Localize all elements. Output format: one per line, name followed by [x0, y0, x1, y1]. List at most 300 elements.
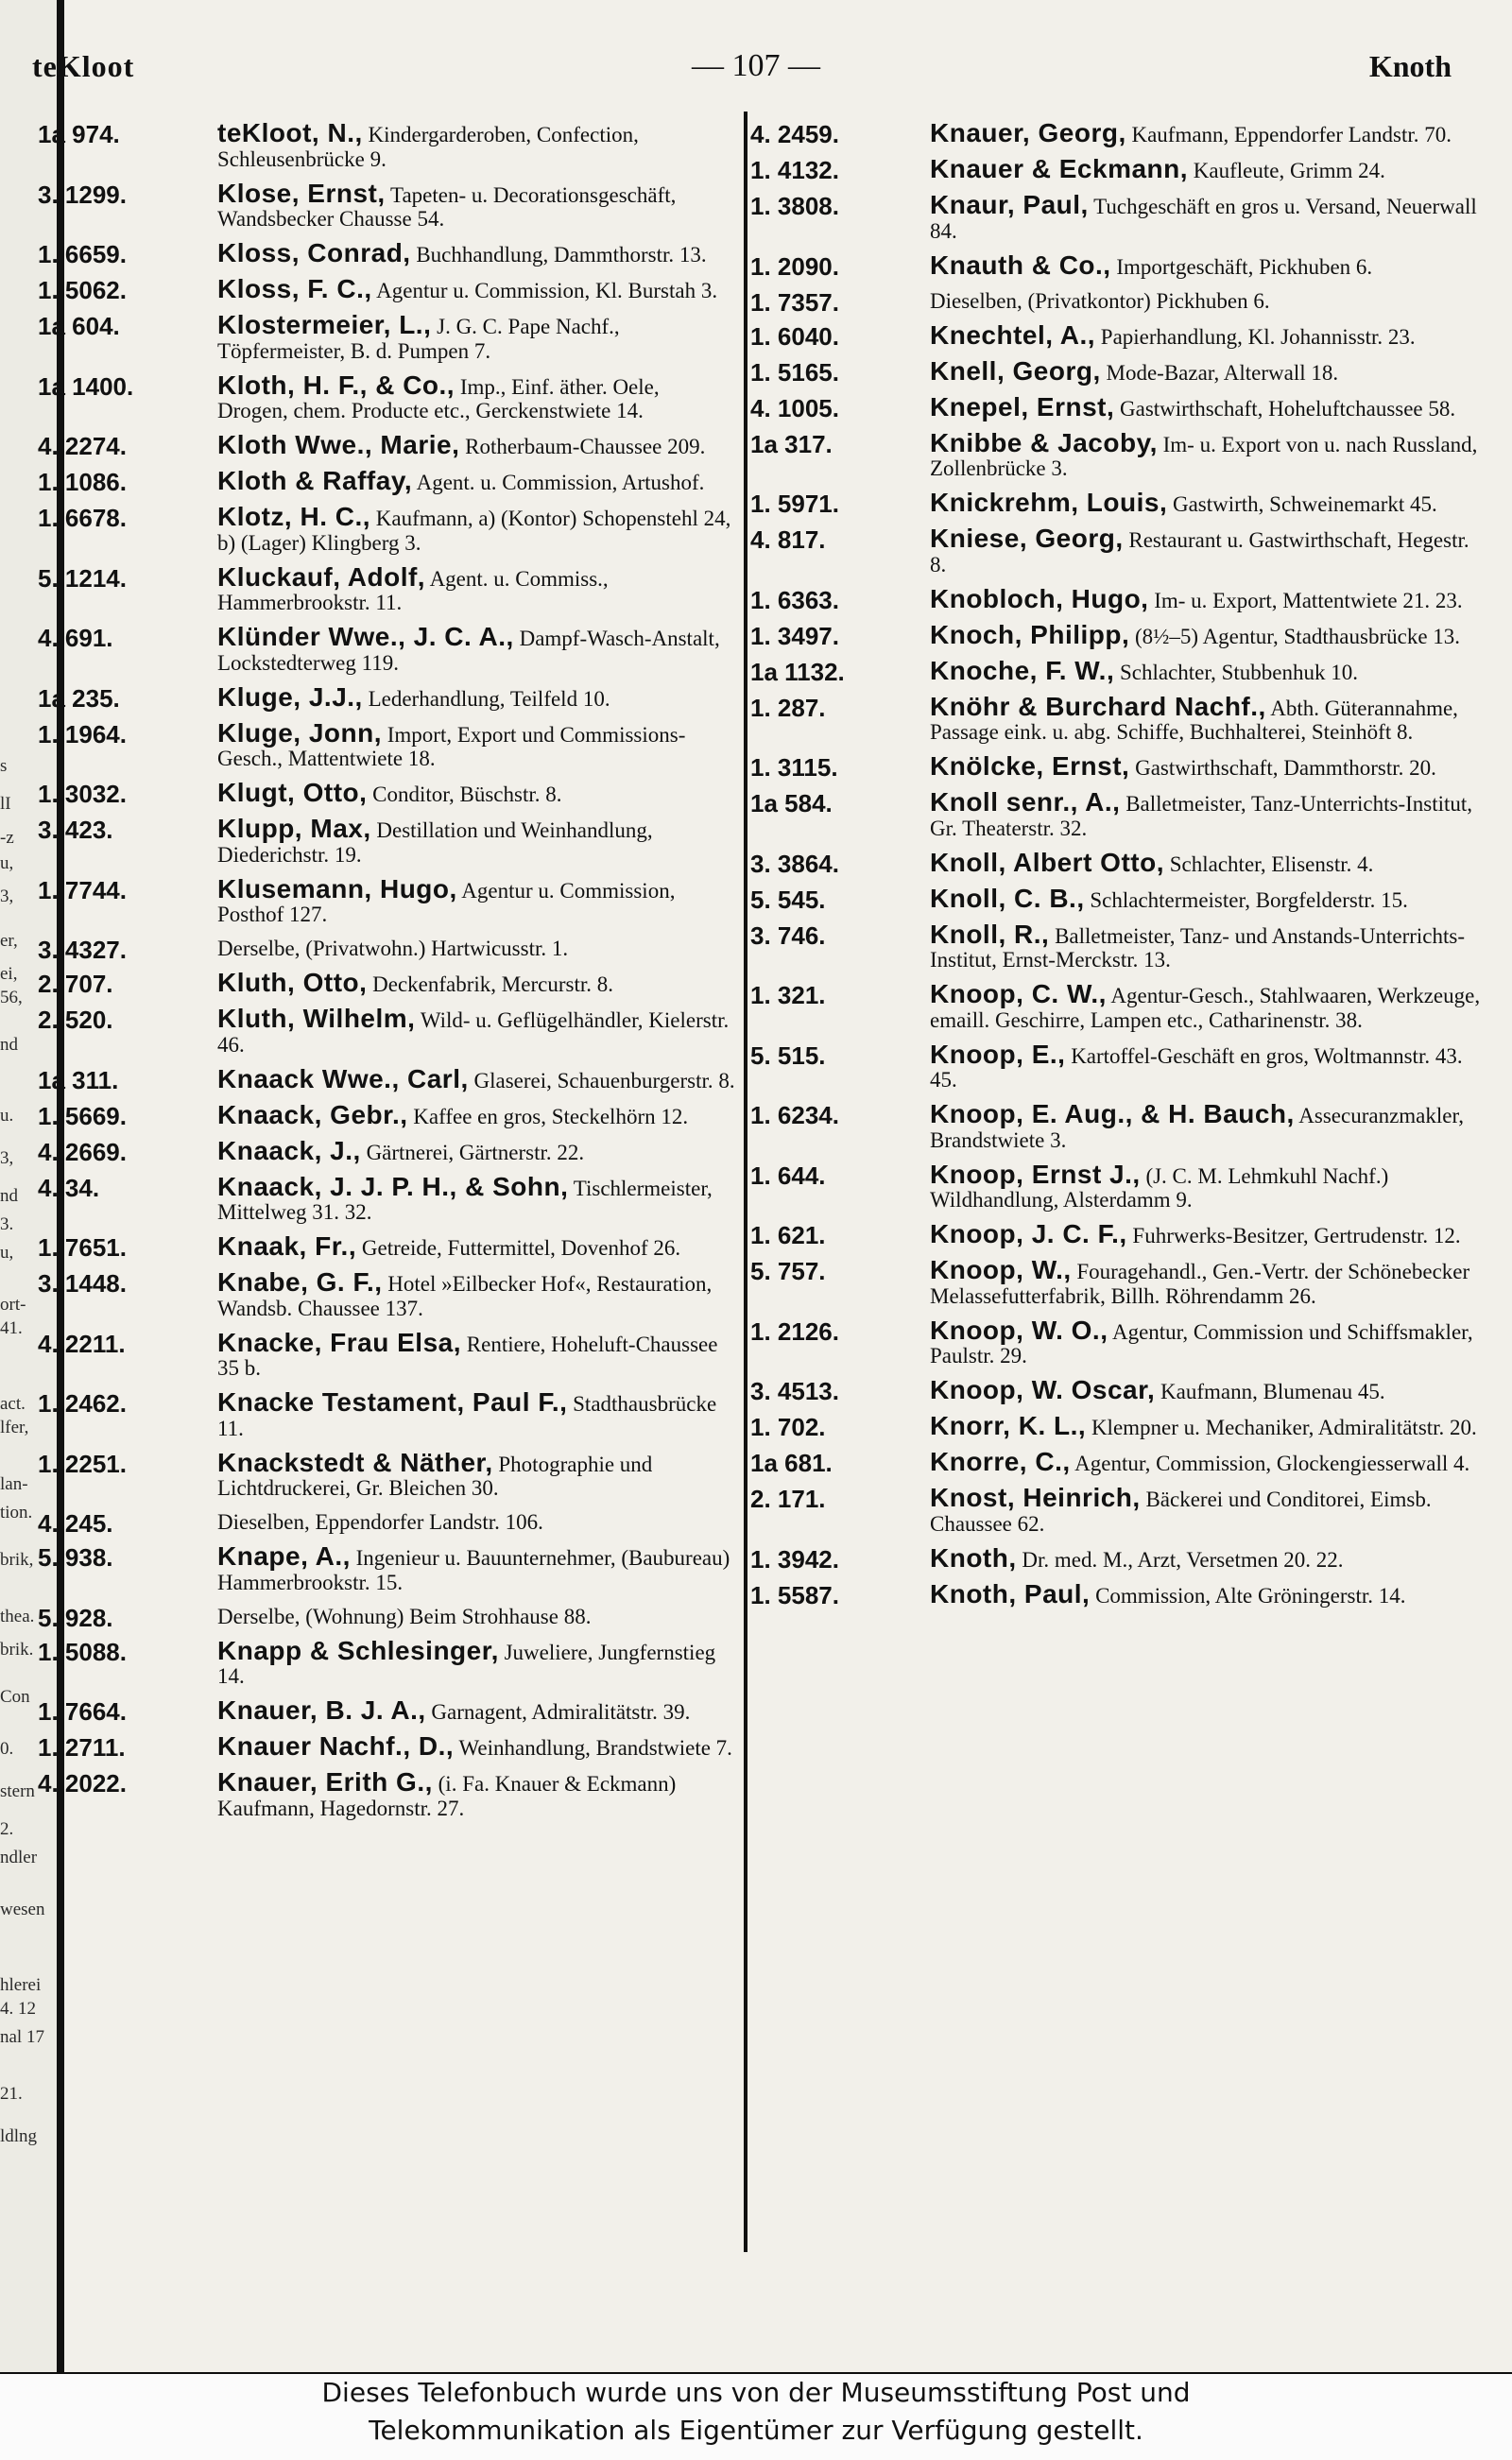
bleed-fragment: act. — [0, 1394, 26, 1414]
entry-description: Bäckerei und Conditorei, Eimsb. Chaussee 62. — [930, 1488, 1432, 1536]
entry-name: Knoche, F. W., — [930, 655, 1115, 685]
entry-name: Knauth & Co., — [930, 249, 1111, 280]
bleed-fragment: hlerei — [0, 1975, 42, 1995]
entry-number: 1. 1086. — [38, 468, 127, 496]
entry-number: 1a 311. — [38, 1065, 119, 1094]
entry-name: Kluckauf, Adolf, — [217, 561, 426, 592]
directory-entry — [38, 310, 735, 363]
entry-description: Gastwirthschaft, Hoheluftchaussee 58. — [1120, 396, 1456, 421]
directory-entry — [38, 778, 735, 808]
entry-name: Knaak, Fr., — [217, 1231, 357, 1261]
bleed-fragment: er, — [0, 931, 18, 951]
bleed-fragment: nd — [0, 1186, 18, 1206]
entry-description: Kaufleute, Grimm 24. — [1193, 159, 1385, 182]
directory-entry — [38, 1603, 735, 1632]
entry-name: Kloth Wwe., Marie, — [217, 430, 460, 459]
bleed-fragment: thea. — [0, 1607, 35, 1626]
entry-name: Knaur, Paul, — [930, 190, 1089, 219]
entry-name: Knaack, J. J. P. H., & Sohn, — [217, 1171, 569, 1201]
entry-number: 1a 604. — [38, 312, 120, 340]
entry-name: Knoop, W. Oscar, — [930, 1375, 1156, 1404]
directory-entry — [38, 561, 735, 615]
entry-description: Restaurant u. Gastwirthschaft, Hegestr. 8. — [930, 528, 1469, 576]
directory-entry — [38, 238, 735, 268]
directory-entry — [750, 655, 1486, 686]
entry-name: Knorr, K. L., — [930, 1411, 1087, 1440]
entry-description: Weinhandlung, Brandstwiete 7. — [458, 1736, 732, 1760]
entry-number: 1. 3497. — [750, 621, 839, 650]
entry-description: Agentur-Gesch., Stahlwaaren, Werkzeuge, emaill. Geschirre, Lampen etc., Catharinenstr. 38. — [930, 984, 1481, 1032]
bleed-fragment: u. — [0, 1106, 14, 1126]
entry-description: Klempner u. Mechaniker, Admiralitätstr. 20. — [1091, 1416, 1477, 1439]
bleed-fragment: lI — [0, 794, 11, 814]
entry-name: Knoop, W., — [930, 1255, 1072, 1284]
entry-name: Knapp & Schlesinger, — [217, 1635, 499, 1665]
entry-description: Abth. Güterannahme, Passage eink. u. abg. Schiffe, Buchhalterei, Steinhöft 8. — [930, 696, 1458, 744]
entry-number: 2. 520. — [38, 1006, 113, 1034]
directory-entry — [750, 287, 1486, 317]
bleed-fragment: ndler — [0, 1848, 38, 1867]
directory-entry — [750, 319, 1486, 351]
entry-number: 4. 2022. — [38, 1769, 127, 1798]
entry-description: Agentur, Commission, Glockengiesserwall 4. — [1074, 1452, 1470, 1475]
entry-number: 1. 702. — [750, 1413, 826, 1441]
entry-description: Importgeschäft, Pickhuben 6. — [1116, 254, 1373, 279]
directory-entry — [38, 1541, 735, 1594]
entry-description: Import, Export und Commissions-Gesch., Mattentwiete 18. — [217, 722, 686, 770]
entry-description: Hotel »Eilbecker Hof«, Restauration, Wandsb. Chaussee 137. — [217, 1272, 713, 1320]
entry-description: Juweliere, Jungfernstieg 14. — [217, 1640, 716, 1688]
directory-entry — [750, 883, 1486, 914]
entry-number: 1. 7651. — [38, 1233, 127, 1262]
directory-entry — [750, 391, 1486, 422]
entry-description: Tapeten- u. Decorationsgeschäft, Wandsbecker Chausse 54. — [217, 182, 677, 231]
bleed-fragment: brik. — [0, 1640, 34, 1660]
entry-number: 1. 287. — [750, 693, 826, 722]
entry-number: 1. 5669. — [38, 1101, 127, 1130]
entry-name: Knoop, C. W., — [930, 979, 1107, 1008]
entry-number: 4. 2669. — [38, 1137, 127, 1166]
entry-number: 2. 707. — [38, 970, 113, 998]
entry-description: Derselbe, (Privatwohn.) Hartwicusstr. 1. — [217, 937, 569, 960]
bleed-fragment: nd — [0, 1035, 18, 1055]
entry-number: 2. 171. — [750, 1485, 826, 1513]
entry-name: Knauer, Georg, — [930, 118, 1126, 147]
entry-name: Knabe, G. F., — [217, 1267, 383, 1297]
attribution-banner — [0, 2374, 1512, 2460]
entry-number: 1. 5165. — [750, 357, 839, 387]
entry-number: 4. 34. — [38, 1173, 100, 1202]
entry-description: Schlachter, Stubbenhuk 10. — [1119, 660, 1359, 684]
entry-number: 4. 1005. — [750, 393, 839, 422]
entry-name: Kluge, J.J., — [217, 681, 363, 712]
entry-number: 4. 245. — [38, 1509, 113, 1538]
entry-name: Kluth, Otto, — [217, 968, 368, 997]
entry-description: Gastwirthschaft, Dammthorstr. 20. — [1135, 756, 1436, 780]
entry-description: Commission, Alte Gröningerstr. 14. — [1095, 1583, 1406, 1608]
bleed-fragment: 2. — [0, 1819, 14, 1839]
directory-entry — [38, 466, 735, 496]
bleed-fragment: lfer, — [0, 1418, 29, 1437]
entry-name: Knoll senr., A., — [930, 787, 1121, 817]
entry-name: Klotz, H. C., — [217, 502, 371, 531]
entry-name: Knoth, Paul, — [930, 1578, 1091, 1608]
entry-name: Klostermeier, L., — [217, 310, 432, 339]
directory-entry — [38, 1231, 735, 1262]
entry-number: 1a 974. — [38, 120, 120, 148]
entry-description: Lederhandlung, Teilfeld 10. — [368, 686, 610, 711]
entry-name: Knoop, E. Aug., & H. Bauch, — [930, 1099, 1295, 1128]
entry-description: J. G. C. Pape Nachf., Töpfermeister, B. d. Pumpen 7. — [217, 315, 620, 363]
directory-entry — [38, 370, 735, 423]
entry-number: 1. 321. — [750, 981, 826, 1009]
entry-number: 1. 1964. — [38, 719, 127, 748]
bleed-fragment: ort- — [0, 1295, 26, 1315]
entry-name: Knobloch, Hugo, — [930, 583, 1149, 613]
entry-name: Knell, Georg, — [930, 355, 1101, 386]
directory-entry — [38, 1006, 735, 1057]
entry-name: Kluge, Jonn, — [217, 717, 382, 748]
directory-entry — [38, 118, 735, 171]
directory-entry — [750, 190, 1486, 243]
entry-description: Tischlermeister, Mittelweg 31. 32. — [217, 1176, 713, 1224]
entry-description: Kaufmann, a) (Kontor) Schopenstehl 24, b) (Lager) Klingberg 3. — [217, 507, 731, 555]
entry-description: Dampf-Wasch-Anstalt, Lockstedterweg 119. — [217, 627, 720, 675]
entry-name: Kloth & Raffay, — [217, 466, 413, 495]
entry-description: Glaserei, Schauenburgerstr. 8. — [473, 1068, 735, 1092]
entry-number: 1a 584. — [750, 789, 833, 817]
directory-entry — [750, 1219, 1486, 1249]
directory-entry — [750, 691, 1486, 745]
entry-number: 1. 6678. — [38, 504, 127, 532]
directory-entry — [38, 178, 735, 232]
entry-description: Gärtnerei, Gärtnerstr. 22. — [366, 1140, 585, 1164]
entry-description: Agentur, Commission und Schiffsmakler, Paulstr. 29. — [930, 1319, 1473, 1368]
entry-number: 4. 817. — [750, 525, 826, 554]
directory-entry — [750, 1578, 1486, 1609]
entry-number: 1. 6363. — [750, 585, 839, 614]
entry-description: Deckenfabrik, Mercurstr. 8. — [372, 972, 613, 996]
directory-entry — [38, 1509, 735, 1538]
entry-number: 5. 928. — [38, 1603, 113, 1632]
directory-entry — [38, 430, 735, 460]
entry-number: 1a 1400. — [38, 371, 134, 401]
entry-name: Klünder Wwe., J. C. A., — [217, 622, 514, 651]
entry-description: Agentur u. Commission, Kl. Burstah 3. — [376, 279, 718, 302]
directory-entry — [750, 751, 1486, 782]
entry-name: teKloot, N., — [217, 118, 363, 147]
entry-description: Dieselben, Eppendorfer Landstr. 106. — [217, 1510, 543, 1534]
entry-description: Wild- u. Geflügelhändler, Kielerstr. 46. — [217, 1008, 730, 1057]
directory-entry — [38, 681, 735, 713]
directory-entry — [750, 1447, 1486, 1477]
directory-entry — [38, 622, 735, 675]
entry-name: Knoop, Ernst J., — [930, 1159, 1141, 1189]
attribution-line-1: Dieses Telefonbuch wurde uns von der Museumsstiftung Post und — [321, 2377, 1191, 2408]
bleed-fragment: tion. — [0, 1503, 33, 1522]
entry-description: Kaufmann, Blumenau 45. — [1160, 1380, 1385, 1403]
right-column — [750, 118, 1486, 1618]
entry-description: Fuhrwerks-Besitzer, Gertrudenstr. 12. — [1132, 1224, 1461, 1247]
directory-entry — [750, 1411, 1486, 1441]
entry-description: Im- u. Export von u. nach Russland, Zollenbrücke 3. — [930, 432, 1478, 480]
entry-number: 1. 2462. — [38, 1389, 127, 1418]
directory-entry — [38, 968, 735, 998]
entry-description: Garnagent, Admiralitätstr. 39. — [431, 1700, 691, 1724]
directory-entry — [38, 717, 735, 771]
entry-number: 1. 7357. — [750, 287, 839, 317]
entry-name: Kloth, H. F., & Co., — [217, 370, 455, 400]
entry-number: 1. 3032. — [38, 780, 127, 808]
directory-entry — [38, 502, 735, 555]
entry-number: 1. 2126. — [750, 1316, 839, 1346]
entry-name: Knackstedt & Näther, — [217, 1447, 493, 1477]
entry-number: 1. 2090. — [750, 251, 839, 281]
directory-entry — [750, 249, 1486, 281]
entry-description: Rentiere, Hoheluft-Chaussee 35 b. — [217, 1332, 718, 1380]
entry-description: Buchhandlung, Dammthorstr. 13. — [416, 243, 707, 267]
entry-name: Kloss, Conrad, — [217, 238, 411, 267]
entry-name: Klugt, Otto, — [217, 778, 368, 807]
directory-entry — [750, 979, 1486, 1032]
entry-number: 3. 1448. — [38, 1269, 127, 1298]
running-head-right: Knoth — [1368, 49, 1452, 83]
entry-number: 1. 5587. — [750, 1580, 839, 1609]
directory-entry — [750, 1099, 1486, 1152]
entry-description: Mode-Bazar, Alterwall 18. — [1106, 360, 1339, 385]
entry-name: Knaack, Gebr., — [217, 1099, 408, 1129]
bleed-fragment: 3. — [0, 1214, 14, 1234]
bleed-fragment: s — [0, 756, 8, 776]
directory-entry — [750, 1315, 1486, 1368]
entry-name: Knölcke, Ernst, — [930, 751, 1130, 781]
entry-name: Knoll, Albert Otto, — [930, 847, 1164, 877]
directory-entry — [750, 490, 1486, 517]
entry-name: Knoch, Philipp, — [930, 619, 1130, 649]
entry-number: 1. 3942. — [750, 1544, 839, 1574]
entry-description: Assecuranzmakler, Brandstwiete 3. — [930, 1104, 1464, 1152]
entry-number: 3. 4513. — [750, 1377, 839, 1405]
directory-entry — [750, 847, 1486, 878]
entry-description: Derselbe, (Wohnung) Beim Strohhause 88. — [217, 1604, 592, 1628]
entry-number: 4. 2459. — [750, 120, 839, 148]
entry-description: Tuchgeschäft en gros u. Versand, Neuerwall 84. — [930, 195, 1477, 243]
bleed-fragment: -z — [0, 828, 14, 848]
entry-name: Knoop, J. C. F., — [930, 1219, 1127, 1248]
entry-number: 1a 235. — [38, 683, 120, 713]
entry-description: Schlachter, Elisenstr. 4. — [1169, 852, 1374, 876]
entry-name: Knickrehm, Louis, — [930, 488, 1168, 517]
entry-description: Kaffee en gros, Steckelhörn 12. — [413, 1104, 689, 1128]
entry-number: 3. 746. — [750, 920, 826, 950]
directory-entry — [38, 1267, 735, 1320]
column-divider — [744, 112, 747, 2252]
entry-name: Knost, Heinrich, — [930, 1483, 1141, 1512]
entry-number: 1. 7744. — [38, 875, 127, 904]
directory-entry — [38, 1731, 735, 1762]
entry-description: Conditor, Büschstr. 8. — [372, 783, 562, 806]
entry-name: Klupp, Max, — [217, 814, 371, 843]
left-column — [38, 118, 735, 1831]
bleed-fragment: brik, — [0, 1550, 34, 1570]
entry-name: Kluth, Wilhelm, — [217, 1004, 416, 1033]
entry-name: Knauer Nachf., D., — [217, 1731, 455, 1761]
bleed-fragment: stern — [0, 1781, 35, 1801]
entry-number: 5. 938. — [38, 1543, 113, 1572]
entry-description: Stadthausbrücke 11. — [217, 1392, 717, 1440]
entry-description: Imp., Einf. äther. Oele, Drogen, chem. Producte etc., Gerckenstwiete 14. — [217, 374, 660, 422]
bleed-fragment: wesen — [0, 1900, 45, 1919]
entry-number: 4. 2211. — [38, 1329, 126, 1358]
directory-entry — [750, 1542, 1486, 1574]
entry-name: Knoop, E., — [930, 1039, 1066, 1069]
entry-description: Rotherbaum-Chaussee 209. — [465, 435, 706, 458]
entry-name: Knepel, Ernst, — [930, 391, 1115, 421]
entry-number: 1. 5062. — [38, 276, 127, 304]
entry-number: 5. 545. — [750, 885, 826, 914]
directory-entry — [750, 619, 1486, 650]
entry-number: 1. 7664. — [38, 1697, 127, 1726]
entry-description: Kartoffel-Geschäft en gros, Woltmannstr. 43. 45. — [930, 1043, 1463, 1092]
entry-number: 1. 6659. — [38, 240, 127, 268]
entry-name: Kloss, F. C., — [217, 274, 372, 303]
bleed-fragment: 0. — [0, 1739, 14, 1759]
entry-description: Destillation und Weinhandlung, Diederichstr. 19. — [217, 818, 653, 867]
directory-entry — [38, 1767, 735, 1820]
entry-description: Kindergarderoben, Confection, Schleusenbrücke 9. — [217, 123, 639, 171]
entry-number: 5. 515. — [750, 1041, 826, 1070]
entry-name: Knauer & Eckmann, — [930, 154, 1189, 183]
entry-number: 1. 621. — [750, 1221, 826, 1249]
directory-entry — [38, 814, 735, 867]
entry-number: 1. 3115. — [750, 753, 838, 782]
entry-number: 3. 4327. — [38, 936, 127, 964]
bleed-fragment: ldlng — [0, 2126, 38, 2146]
entry-number: 1. 5088. — [38, 1637, 127, 1666]
directory-entry — [38, 936, 735, 964]
entry-number: 1. 6040. — [750, 321, 839, 351]
entry-number: 5. 1214. — [38, 563, 127, 593]
directory-entry — [750, 154, 1486, 184]
entry-number: 3. 3864. — [750, 849, 839, 878]
entry-description: (8½–5) Agentur, Stadthausbrücke 13. — [1135, 624, 1461, 648]
bleed-fragment: 4. 12 — [0, 1999, 36, 2019]
entry-number: 3. 1299. — [38, 180, 127, 209]
directory-entry — [38, 873, 735, 927]
entry-description: Balletmeister, Tanz- und Anstands-Unterrichts-Institut, Ernst-Merckstr. 13. — [930, 923, 1466, 972]
entry-number: 3. 423. — [38, 816, 113, 844]
entry-number: 1. 3808. — [750, 192, 839, 220]
directory-entry — [750, 1255, 1486, 1308]
bleed-fragment: u, — [0, 1243, 14, 1263]
entry-name: Knaack Wwe., Carl, — [217, 1063, 469, 1093]
entry-name: Knoth, — [930, 1542, 1017, 1573]
entry-name: Klusemann, Hugo, — [217, 873, 457, 903]
page-number: — 107 — — [692, 48, 820, 83]
entry-description: Schlachtermeister, Borgfelderstr. 15. — [1090, 887, 1408, 912]
entry-number: 5. 757. — [750, 1257, 826, 1285]
entry-name: Knechtel, A., — [930, 319, 1096, 350]
bleed-fragment: ei, — [0, 964, 18, 984]
directory-entry — [750, 787, 1486, 840]
entry-number: 1. 644. — [750, 1161, 826, 1190]
entry-number: 1. 6234. — [750, 1101, 839, 1129]
directory-entry — [38, 1171, 735, 1225]
bleed-fragment: 41. — [0, 1318, 23, 1338]
bleed-fragment: 3, — [0, 1148, 14, 1168]
entry-name: Knorre, C., — [930, 1447, 1071, 1476]
entry-number: 1a 317. — [750, 429, 833, 458]
entry-description: Getreide, Futtermittel, Dovenhof 26. — [361, 1236, 681, 1260]
entry-number: 1. 2251. — [38, 1449, 127, 1478]
entry-description: (i. Fa. Knauer & Eckmann) Kaufmann, Hagedornstr. 27. — [217, 1772, 677, 1820]
entry-description: Agent. u. Commission, Artushof. — [416, 471, 705, 494]
bleed-fragment: lan- — [0, 1474, 28, 1494]
directory-entry — [750, 1039, 1486, 1092]
entry-name: Knoop, W. O., — [930, 1315, 1108, 1345]
entry-number: 1a 681. — [750, 1449, 833, 1477]
directory-entry — [38, 1099, 735, 1130]
bleed-fragment: 3, — [0, 886, 14, 906]
running-head-left: teKloot — [32, 49, 135, 83]
entry-name: Knauer, B. J. A., — [217, 1695, 426, 1725]
entry-description: Fouragehandl., Gen.-Vertr. der Schönebecker Melassefutterfabrik, Billh. Röhrendamm 26. — [930, 1260, 1470, 1308]
entry-description: Ingenieur u. Bauunternehmer, (Baubureau) Hammerbrookstr. 15. — [217, 1546, 730, 1594]
entry-name: Knape, A., — [217, 1541, 351, 1571]
entry-description: Photographie und Lichtdruckerei, Gr. Bleichen 30. — [217, 1452, 653, 1500]
entry-name: Knibbe & Jacoby, — [930, 427, 1158, 457]
directory-entry — [750, 919, 1486, 972]
entry-name: Knaack, J., — [217, 1135, 361, 1165]
directory-entry — [38, 1327, 735, 1381]
entry-description: Gastwirth, Schweinemarkt 45. — [1172, 492, 1437, 516]
entry-description: Dieselben, (Privatkontor) Pickhuben 6. — [930, 288, 1270, 313]
entry-description: Papierhandlung, Kl. Johannisstr. 23. — [1100, 324, 1416, 349]
entry-name: Knöhr & Burchard Nachf., — [930, 691, 1266, 721]
entry-name: Knauer, Erith G., — [217, 1767, 433, 1797]
directory-entry — [38, 1635, 735, 1689]
directory-entry — [750, 118, 1486, 148]
directory-entry — [750, 1483, 1486, 1536]
entry-number: 1. 4132. — [750, 156, 839, 184]
entry-description: Balletmeister, Tanz-Unterrichts-Institut, Gr. Theaterstr. 32. — [930, 792, 1473, 840]
bleed-fragment: 21. — [0, 2084, 23, 2104]
bleed-fragment: u, — [0, 853, 14, 873]
directory-entry — [750, 427, 1486, 481]
bleed-fragment: Con — [0, 1687, 30, 1707]
entry-name: Knacke, Frau Elsa, — [217, 1327, 462, 1357]
entry-number: 4. 691. — [38, 624, 113, 652]
entry-number: 1. 5971. — [750, 490, 839, 518]
directory-entry — [750, 583, 1486, 614]
directory-entry — [750, 526, 1486, 576]
entry-description: Agent. u. Commiss., Hammerbrookstr. 11. — [217, 566, 609, 614]
directory-entry — [38, 274, 735, 304]
bleed-fragment: nal 17 — [0, 2027, 44, 2047]
entry-name: Knacke Testament, Paul F., — [217, 1387, 568, 1417]
entry-description: (J. C. M. Lehmkuhl Nachf.) Wildhandlung, Alsterdamm 9. — [930, 1163, 1389, 1212]
directory-entry — [38, 1695, 735, 1726]
attribution-line-2: Telekommunikation als Eigentümer zur Verfügung gestellt. — [369, 2415, 1143, 2446]
entry-name: Knoll, R., — [930, 919, 1050, 949]
entry-description: Kaufmann, Eppendorfer Landstr. 70. — [1131, 123, 1452, 146]
entry-name: Klose, Ernst, — [217, 178, 386, 208]
entry-name: Kniese, Georg, — [930, 524, 1124, 553]
directory-entry — [750, 1159, 1486, 1213]
directory-entry — [750, 1375, 1486, 1405]
entry-number: 1. 2711. — [38, 1733, 126, 1762]
directory-entry — [38, 1447, 735, 1501]
